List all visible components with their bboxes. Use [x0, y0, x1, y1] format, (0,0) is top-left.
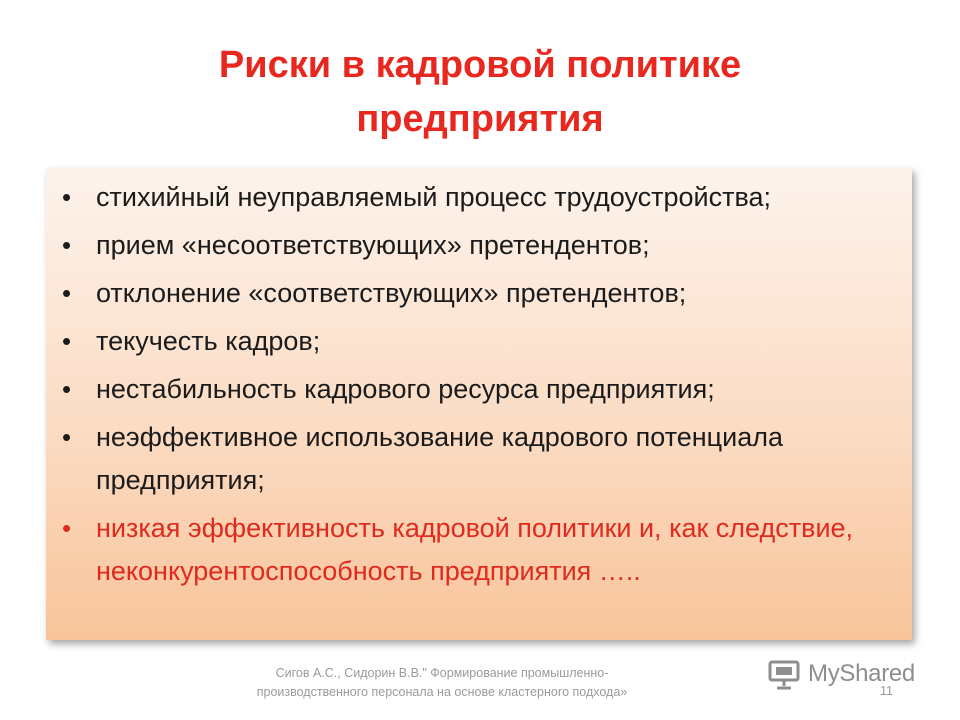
list-item-highlighted: [60, 507, 902, 593]
list-item-text: нестабильность кадрового ресурса предприятия;: [96, 374, 715, 404]
logo-text: MyShared: [808, 660, 915, 687]
bullet-icon: •: [62, 230, 72, 260]
content-box: [46, 168, 912, 640]
list-item-text: стихийный неуправляемый процесс трудоустройства;: [96, 182, 772, 212]
bullet-icon: •: [62, 374, 72, 404]
title-line-2: предприятия: [356, 98, 604, 140]
bullet-icon: •: [62, 513, 72, 543]
title-line-1: Риски в кадровой политике: [218, 44, 742, 86]
list-item: [60, 320, 902, 363]
list-item: [60, 272, 902, 315]
list-item-text: отклонение «соответствующих» претендентов;: [96, 278, 687, 308]
slide-title: [0, 38, 960, 146]
list-item-text: низкая эффективность кадровой политики и, как следствие, неконкурентоспособность предприятия …..: [96, 513, 854, 586]
presentation-board-icon: [768, 658, 802, 690]
bullet-icon: •: [62, 422, 72, 452]
bullet-icon: •: [62, 182, 72, 212]
risk-list: [46, 168, 912, 593]
footer-citation: [212, 664, 672, 702]
list-item: [60, 368, 902, 411]
footer-line-2: производственного персонала на основе кластерного подхода»: [256, 685, 628, 699]
list-item: [60, 416, 902, 502]
list-item-text: неэффективное использование кадрового потенциала предприятия;: [96, 422, 784, 495]
footer-line-1: Сигов А.С., Сидорин В.В." Формирование промышленно-: [275, 666, 609, 680]
list-item-text: прием «несоответствующих» претендентов;: [96, 230, 650, 260]
list-item-text: текучесть кадров;: [96, 326, 321, 356]
bullet-icon: •: [62, 278, 72, 308]
bullet-icon: •: [62, 326, 72, 356]
list-item: [60, 224, 902, 267]
list-item: [60, 176, 902, 219]
slide-number: 11: [880, 684, 893, 698]
